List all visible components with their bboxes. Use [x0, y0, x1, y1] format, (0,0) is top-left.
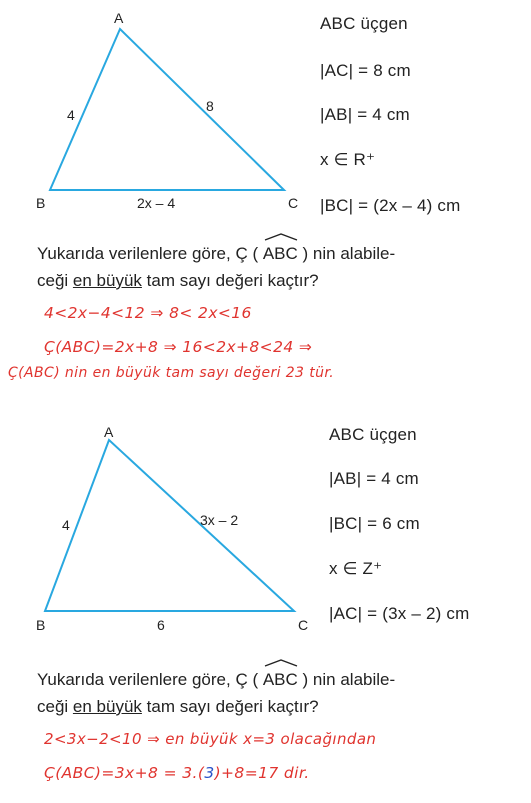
- handwritten-line-3: Ç(ABC) nin en büyük tam sayı değeri 23 tür.: [8, 365, 335, 381]
- side-ab-label: 4: [62, 517, 70, 533]
- given-ab: |AB| = 4 cm: [320, 105, 410, 124]
- vertex-c-label: C: [288, 195, 299, 211]
- vertex-b-label: B: [36, 195, 46, 211]
- given-ac: |AC| = (3x – 2) cm: [329, 604, 470, 623]
- given-x: x ∈ R⁺: [320, 150, 376, 169]
- handwritten-blue-value: 3: [204, 764, 215, 782]
- handwritten-line-1: 4<2x−4<12 ⇒ 8< 2x<16: [44, 304, 252, 322]
- vertex-c-label: C: [298, 617, 309, 633]
- given-ac: |AC| = 8 cm: [320, 61, 411, 80]
- perimeter-abc: ABC: [263, 240, 298, 267]
- vertex-b-label: B: [36, 617, 46, 633]
- perimeter-abc: ABC: [263, 666, 298, 693]
- given-bc: |BC| = 6 cm: [329, 514, 420, 533]
- side-ac-label: 3x – 2: [200, 512, 239, 528]
- vertex-a-label: A: [114, 10, 124, 26]
- given-bc: |BC| = (2x – 4) cm: [320, 196, 461, 215]
- handwritten-line-2: Ç(ABC)=3x+8 = 3.(3)+8=17 dir.: [44, 764, 310, 782]
- side-bc-label: 6: [157, 617, 165, 633]
- question-text: Yukarıda verilenlere göre, Ç ( ABC ) nin alabile- ceği en büyük tam sayı değeri kaçtır?: [37, 666, 507, 720]
- handwritten-line-1: 2<3x−2<10 ⇒ en büyük x=3 olacağından: [44, 730, 377, 748]
- handwritten-line-2: Ç(ABC)=2x+8 ⇒ 16<2x+8<24 ⇒: [44, 338, 313, 356]
- question-text: Yukarıda verilenlere göre, Ç ( ABC ) nin alabile- ceği en büyük tam sayı değeri kaçtır?: [37, 240, 507, 294]
- given-x: x ∈ Z⁺: [329, 559, 383, 578]
- given-title: ABC üçgen: [329, 425, 417, 444]
- side-ac-label: 8: [206, 98, 214, 114]
- side-ab-label: 4: [67, 107, 75, 123]
- vertex-a-label: A: [104, 424, 114, 440]
- given-title: ABC üçgen: [320, 14, 408, 33]
- side-bc-label: 2x – 4: [137, 195, 176, 211]
- given-ab: |AB| = 4 cm: [329, 469, 419, 488]
